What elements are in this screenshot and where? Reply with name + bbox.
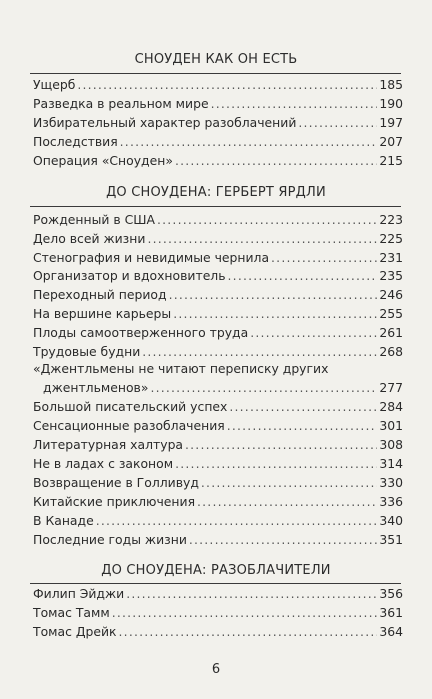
dot-leader	[201, 475, 377, 491]
toc-entry-title: Дело всей жизни	[33, 231, 146, 246]
dot-leader	[211, 96, 378, 112]
section-title: СНОУДЕН КАК ОН ЕСТЬ	[134, 52, 298, 67]
toc-entry	[33, 250, 403, 266]
toc-entry	[33, 212, 403, 228]
dot-leader	[298, 115, 377, 131]
toc-entry	[33, 268, 403, 284]
toc-entry	[33, 513, 403, 529]
toc-entry	[33, 624, 403, 640]
dot-leader	[197, 494, 377, 510]
toc-entry-page: 255	[379, 306, 403, 321]
dot-leader	[228, 268, 378, 284]
dot-leader	[227, 418, 378, 434]
dot-leader	[175, 456, 377, 472]
dot-leader	[120, 134, 378, 150]
section-title: ДО СНОУДЕНА: РАЗОБЛАЧИТЕЛИ	[101, 563, 331, 578]
toc-entry-page: 207	[379, 134, 403, 149]
toc-entry	[33, 586, 403, 602]
toc-entry	[33, 115, 403, 131]
dot-leader	[119, 624, 378, 640]
toc-entry-title: В Канаде	[33, 513, 94, 528]
dot-leader	[250, 325, 377, 341]
toc-entry	[33, 153, 403, 169]
toc-entry	[33, 287, 403, 303]
toc-entry-title: Последние годы жизни	[33, 532, 187, 547]
toc-entry-title: Литературная халтура	[33, 437, 184, 452]
toc-entry-page: 277	[379, 380, 403, 395]
toc-entry-title: Филип Эйджи	[33, 586, 125, 601]
toc-entry-page: 308	[379, 437, 403, 452]
toc-entry-title: Ущерб	[33, 77, 76, 92]
toc-entry-title: Не в ладах с законом	[33, 456, 174, 471]
toc-entry-page: 336	[379, 494, 403, 509]
dot-leader	[147, 231, 377, 247]
toc-entry	[33, 134, 403, 150]
toc-entry	[33, 418, 403, 434]
dot-leader	[271, 250, 377, 266]
toc-entry-page: 314	[379, 456, 403, 471]
toc-entry	[33, 494, 403, 510]
section-rule	[30, 73, 401, 74]
toc-entry	[33, 306, 403, 322]
toc-entry-title: Большой писательский успех	[33, 399, 228, 414]
toc-entry-page: 284	[379, 399, 403, 414]
dot-leader	[77, 77, 377, 93]
toc-entry-title: джентльменов»	[43, 380, 149, 395]
toc-entry-title: На вершине карьеры	[33, 306, 172, 321]
toc-entry	[33, 231, 403, 247]
toc-entry-title: Плоды самоотверженного труда	[33, 325, 249, 340]
toc-entry-page: 246	[379, 287, 403, 302]
toc-entry-title: Избирательный характер разоблачений	[33, 115, 297, 130]
toc-entry	[33, 532, 403, 548]
toc-entry-page: 361	[379, 605, 403, 620]
toc-entry-title: Переходный период	[33, 287, 167, 302]
toc-entry	[33, 380, 403, 396]
toc-entry-page: 185	[379, 77, 403, 92]
toc-entry-title: Трудовые будни	[33, 344, 141, 359]
toc-entry-title: Сенсационные разоблачения	[33, 418, 225, 433]
toc-entry-page: 261	[379, 325, 403, 340]
dot-leader	[142, 344, 377, 360]
toc-entry-page: 197	[379, 115, 403, 130]
toc-entry	[33, 399, 403, 415]
dot-leader	[126, 586, 377, 602]
page-number: 6	[211, 662, 221, 677]
toc-entry-title: Операция «Сноуден»	[33, 153, 173, 168]
toc-entry-page: 225	[379, 231, 403, 246]
toc-entry-page: 223	[379, 212, 403, 227]
toc-entry-page: 330	[379, 475, 403, 490]
toc-entry-title: Томас Тамм	[33, 605, 110, 620]
toc-entry-page: 351	[379, 532, 403, 547]
toc-entry-page: 231	[379, 250, 403, 265]
dot-leader	[185, 437, 377, 453]
toc-entry	[33, 77, 403, 93]
dot-leader	[112, 605, 378, 621]
toc-entry-page: 215	[379, 153, 403, 168]
toc-entry-title: Возвращение в Голливуд	[33, 475, 199, 490]
toc-entry-title: Организатор и вдохновитель	[33, 268, 226, 283]
toc-entry-title: Томас Дрейк	[33, 624, 117, 639]
toc-entry-page: 301	[379, 418, 403, 433]
section-rule	[30, 206, 401, 207]
toc-entry	[33, 475, 403, 491]
dot-leader	[96, 513, 378, 529]
toc-entry-title: Стенография и невидимые чернила	[33, 250, 270, 265]
toc-entry-title: Последствия	[33, 134, 118, 149]
toc-entry-page: 364	[379, 624, 403, 639]
toc-entry	[33, 456, 403, 472]
toc-entry-title: Разведка в реальном мире	[33, 96, 209, 111]
toc-entry-title-line: «Джентльмены не читают переписку других	[33, 361, 329, 376]
dot-leader	[157, 212, 377, 228]
dot-leader	[189, 532, 377, 548]
toc-entry-page: 190	[379, 96, 403, 111]
toc-entry-title: Китайские приключения	[33, 494, 196, 509]
toc-entry	[33, 325, 403, 341]
toc-entry-page: 235	[379, 268, 403, 283]
toc-entry	[33, 605, 403, 621]
dot-leader	[150, 380, 377, 396]
dot-leader	[175, 153, 377, 169]
toc-entry	[33, 437, 403, 453]
section-rule	[30, 583, 401, 584]
toc-entry-page: 340	[379, 513, 403, 528]
toc-entry-title: Рожденный в США	[33, 212, 156, 227]
toc-entry-page: 268	[379, 344, 403, 359]
dot-leader	[173, 306, 377, 322]
toc-entry	[33, 344, 403, 360]
toc-entry	[33, 96, 403, 112]
dot-leader	[169, 287, 378, 303]
dot-leader	[229, 399, 377, 415]
toc-entry-page: 356	[379, 586, 403, 601]
section-title: ДО СНОУДЕНА: ГЕРБЕРТ ЯРДЛИ	[106, 185, 326, 200]
